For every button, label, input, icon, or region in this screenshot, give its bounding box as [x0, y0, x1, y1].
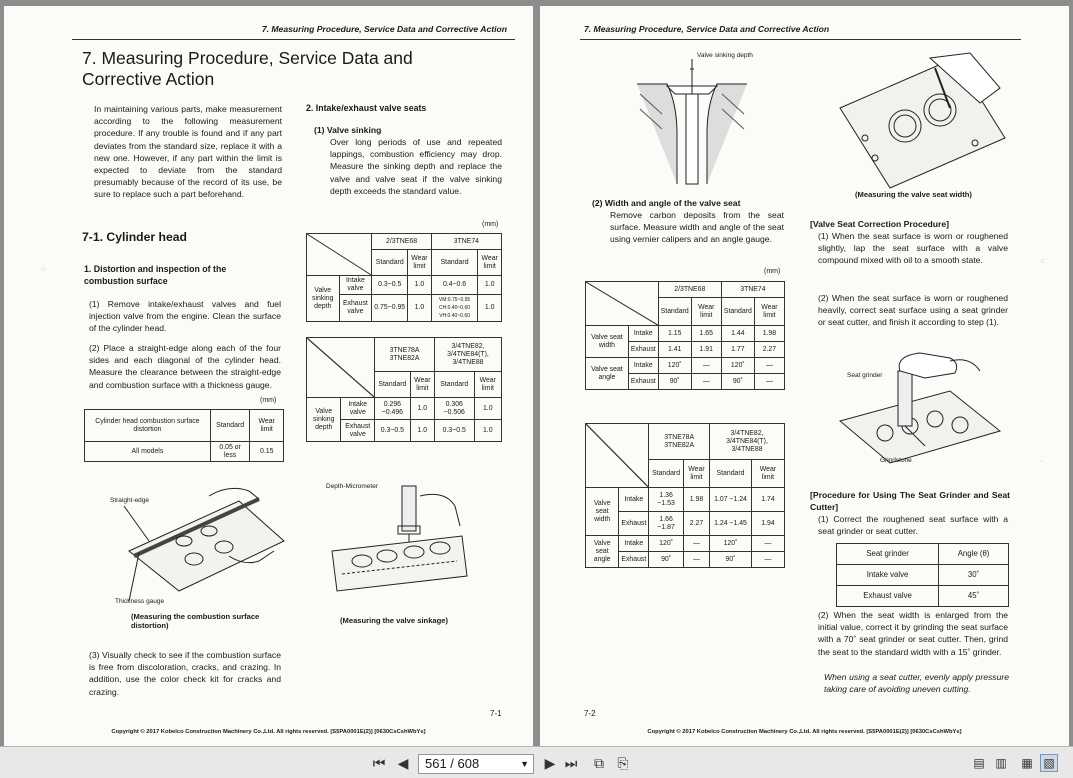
- table-cell: 1.07 ~1.24: [710, 488, 752, 512]
- table-header: Standard: [431, 250, 478, 276]
- table-header: Angle (θ): [939, 544, 1009, 565]
- table-cell: 1.98: [683, 488, 709, 512]
- correction-procedure-heading: [Valve Seat Correction Procedure]: [810, 219, 949, 229]
- table-header: Standard: [375, 372, 411, 398]
- table-row-group: Valve seat angle: [586, 536, 619, 568]
- table-cell: 1.0: [478, 276, 502, 295]
- chevron-down-icon[interactable]: ▼: [520, 759, 529, 769]
- table-header: 3/4TNE82, 3/4TNE84(T), 3/4TNE88: [434, 338, 501, 372]
- valve-sinking-heading: (1) Valve sinking: [314, 125, 382, 135]
- label-grindstone: Grindstone: [880, 457, 912, 464]
- table-cell: 1.66 ~1.87: [649, 512, 684, 536]
- table-cell: 2.27: [754, 342, 784, 358]
- table-cell: —: [683, 536, 709, 552]
- table-row-group: Valve seat width: [586, 326, 629, 358]
- table-header: 3TNE78A 3TNE82A: [649, 424, 710, 460]
- table-cell: Intake valve: [339, 276, 372, 295]
- table-header: 3TNE78A 3TNE82A: [375, 338, 435, 372]
- table-cell: Exhaust: [628, 342, 658, 358]
- table-cell: 0.3~0.5: [375, 420, 411, 442]
- subsection-valve-seats: 2. Intake/exhaust valve seats: [306, 103, 427, 113]
- table-header: 2/3TNE68: [372, 234, 431, 250]
- table-cell: 0.3~0.5: [434, 420, 474, 442]
- scan-mark: ·: [1040, 458, 1043, 465]
- table-cell: 0.296 ~0.496: [375, 398, 411, 420]
- chapter-title: 7. Measuring Procedure, Service Data and Corrective Action: [82, 48, 413, 89]
- sinking-table-2: [306, 337, 502, 442]
- prev-page-icon[interactable]: ◀: [397, 754, 409, 771]
- step-3-text: (3) Visually check to see if the combustion surface is free from discoloration, cracks, and crazing. In addition, use the color check kit for cracks and crazing.: [89, 650, 281, 697]
- table-cell: 1.15: [658, 326, 691, 342]
- table-header: Standard: [434, 372, 474, 398]
- cutter-note: When using a seat cutter, evenly apply pressure taking care of avoiding uneven cutting.: [824, 672, 1009, 695]
- table-header: Standard: [210, 410, 250, 442]
- page-indicator: 561 / 608: [425, 756, 480, 771]
- step-2-text: (2) Place a straight-edge along each of the four sides and each diagonal of the cylinder head. Measure the clearance between the straight-edge and combustion surface with a thickness gauge.: [89, 343, 281, 390]
- table-cell: Intake: [619, 536, 649, 552]
- page-number: 7-2: [584, 709, 596, 718]
- table-cell: Intake valve: [341, 398, 375, 420]
- table-cell: 2.27: [683, 512, 709, 536]
- width-angle-heading: (2) Width and angle of the valve seat: [592, 198, 741, 208]
- table-row-group: Valve seat width: [586, 488, 619, 536]
- figure-caption-sinkage: (Measuring the valve sinkage): [340, 616, 449, 625]
- next-page-icon[interactable]: ▶: [544, 754, 556, 771]
- table-cell: 1.44: [721, 326, 754, 342]
- table-cell: 0.15: [250, 442, 284, 462]
- distortion-table: [84, 409, 284, 462]
- continuous-icon[interactable]: ▥: [995, 756, 1007, 770]
- table-corner: [586, 282, 659, 326]
- label-thickness-gauge: Thickness gauge: [115, 598, 165, 605]
- viewer-toolbar: [0, 746, 1073, 778]
- table-header: 3TNE74: [431, 234, 501, 250]
- width-angle-text: Remove carbon deposits from the seat surface. Measure width and angle of the seat using vernier calipers and an angle gauge.: [610, 210, 784, 245]
- table-cell: 120˚: [721, 358, 754, 374]
- table-cell: Intake valve: [837, 565, 939, 586]
- table-cell: —: [751, 552, 784, 568]
- table-cell: 1.91: [691, 342, 721, 358]
- table-header: Wear limit: [410, 372, 434, 398]
- header-rule: [580, 39, 1021, 40]
- table-cell: 1.0: [474, 420, 501, 442]
- table-corner: [307, 234, 372, 276]
- table-cell: 90˚: [658, 374, 691, 390]
- page-number-input[interactable]: [418, 754, 534, 774]
- table-cell: 1.0: [410, 398, 434, 420]
- table-cell: 0.3~0.5: [372, 276, 408, 295]
- table-cell: 1.36 ~1.53: [649, 488, 684, 512]
- unit-label: (mm): [260, 397, 277, 404]
- table-header: Wear limit: [474, 372, 501, 398]
- figure-caption-distortion: (Measuring the combustion surface distortion): [131, 612, 260, 630]
- table-cell: 120˚: [710, 536, 752, 552]
- table-cell: Exhaust valve: [837, 586, 939, 607]
- table-cell: —: [691, 358, 721, 374]
- table-cell: 1.24 ~1.45: [710, 512, 752, 536]
- table-header: 3/4TNE82, 3/4TNE84(T), 3/4TNE88: [710, 424, 785, 460]
- table-header: Cylinder head combustion surface distortion: [85, 410, 211, 442]
- header-rule: [72, 39, 515, 40]
- table-header: Standard: [649, 460, 684, 488]
- table-cell: 45˚: [939, 586, 1009, 607]
- grinder-procedure-heading: [Procedure for Using The Seat Grinder and Seat Cutter]: [810, 490, 1010, 513]
- fit-width-icon[interactable]: ⎘: [617, 754, 629, 771]
- label-seat-grinder: Seat grinder: [847, 372, 883, 379]
- seat-table-2: [585, 423, 785, 568]
- table-header: 3TNE74: [721, 282, 784, 298]
- unit-label: (mm): [482, 221, 499, 228]
- running-header: 7. Measuring Procedure, Service Data and Corrective Action: [261, 24, 507, 34]
- table-cell: Exhaust valve: [341, 420, 375, 442]
- table-cell: Intake: [619, 488, 649, 512]
- table-cell: 0.75~0.95: [372, 295, 408, 322]
- table-cell: Exhaust valve: [339, 295, 372, 322]
- table-cell: 1.65: [691, 326, 721, 342]
- table-cell: Exhaust: [628, 374, 658, 390]
- sinking-table-1: [306, 233, 502, 322]
- running-header: 7. Measuring Procedure, Service Data and Corrective Action: [584, 24, 830, 34]
- correction-step-2: (2) When the seat surface is worn or roughened heavily, correct seat surface using a seat grinder or seat cutter, and finish it according to step (1).: [818, 293, 1008, 328]
- depth-micrometer-figure: [322, 476, 472, 596]
- table-cell: 1.0: [408, 295, 432, 322]
- table-header: 2/3TNE68: [658, 282, 721, 298]
- table-cell: 1.0: [408, 276, 432, 295]
- intro-paragraph: In maintaining various parts, make measurement according to the following measurement procedure. If any trouble is found and if any part deviates from the standard size, replace it with a new one. However, if any part within the limit is expected to deviate from the standard presumably because of the record of its use, be sure to replace such a part beforehand.: [94, 104, 282, 200]
- table-cell: 1.77: [721, 342, 754, 358]
- step-1-text: (1) Remove intake/exhaust valves and fuel injection valve from the engine. Clean the surface of the cylinder head.: [89, 299, 281, 334]
- table-cell: 90˚: [721, 374, 754, 390]
- fit-page-icon[interactable]: ⧉: [594, 754, 604, 771]
- table-cell: 1.74: [751, 488, 784, 512]
- seat-grinder-figure: [830, 351, 1005, 466]
- first-page-icon[interactable]: ⏮: [372, 754, 386, 771]
- table-row-group: Valve sinking depth: [307, 398, 341, 442]
- table-cell: —: [754, 358, 784, 374]
- table-cell: 120˚: [658, 358, 691, 374]
- two-continuous-icon[interactable]: ▧: [1040, 754, 1058, 772]
- table-cell: Exhaust: [619, 512, 649, 536]
- table-header: Wear limit: [408, 250, 432, 276]
- table-header: Wear limit: [691, 298, 721, 326]
- valve-sinking-text: Over long periods of use and repeated lappings, combustion efficiency may drop. Measure the sinking depth and replace the valve and valve seat if the valve sinking depth exceeds the standard value.: [330, 137, 502, 196]
- label-straight-edge: Straight-edge: [110, 497, 150, 504]
- table-cell: All models: [85, 442, 211, 462]
- copyright-footer: Copyright © 2017 Kobelco Construction Machinery Co.,Ltd. All rights reserved. [S5PA0001E(2)] [0630CsCshWbYs]: [111, 729, 426, 735]
- label-depth-micrometer: Depth-Micrometer: [326, 483, 379, 490]
- page-7-2: [540, 6, 1069, 746]
- table-cell: 30˚: [939, 565, 1009, 586]
- table-cell: —: [754, 374, 784, 390]
- valve-sinking-figure: [632, 54, 752, 189]
- scan-mark: ·:·: [40, 266, 47, 273]
- table-header: Wear limit: [250, 410, 284, 442]
- section-7-1-heading: 7-1. Cylinder head: [82, 230, 187, 244]
- table-header: Wear limit: [754, 298, 784, 326]
- label-valve-sinking-depth: Valve sinking depth: [697, 52, 753, 59]
- table-cell: VM:0.75~0.95 CH:0.40~0.60 VH:0.40~0.60: [431, 295, 478, 322]
- table-cell: 1.41: [658, 342, 691, 358]
- table-header: Standard: [710, 460, 752, 488]
- table-cell: Intake: [628, 326, 658, 342]
- table-header: Wear limit: [478, 250, 502, 276]
- table-cell: 1.0: [410, 420, 434, 442]
- table-cell: 0.4~0.6: [431, 276, 478, 295]
- table-cell: Intake: [628, 358, 658, 374]
- page-7-1: [4, 6, 533, 746]
- page-number: 7-1: [490, 709, 502, 718]
- table-cell: Exhaust: [619, 552, 649, 568]
- table-header: Seat grinder: [837, 544, 939, 565]
- scan-mark: ·:: [1040, 258, 1045, 265]
- table-corner: [307, 338, 375, 398]
- grinder-angle-table: [836, 543, 1009, 607]
- correction-step-1: (1) When the seat surface is worn or roughened slightly, lap the seat surface with a valve compound mixed with oil to a smooth state.: [818, 231, 1008, 266]
- table-header: Standard: [372, 250, 408, 276]
- seat-table-1: [585, 281, 785, 390]
- subsection-distortion: 1. Distortion and inspection of the combustion surface: [84, 264, 227, 286]
- table-cell: 90˚: [649, 552, 684, 568]
- table-header: Wear limit: [683, 460, 709, 488]
- table-cell: 1.0: [474, 398, 501, 420]
- table-cell: —: [751, 536, 784, 552]
- table-cell: 1.0: [478, 295, 502, 322]
- unit-label: (mm): [764, 268, 781, 275]
- table-corner: [586, 424, 649, 488]
- two-page-icon[interactable]: ▦: [1021, 756, 1033, 770]
- copyright-footer: Copyright © 2017 Kobelco Construction Machinery Co.,Ltd. All rights reserved. [S5PA0001E(2)] [0630CsCshWbYs]: [647, 729, 962, 735]
- table-cell: 0.306 ~0.506: [434, 398, 474, 420]
- grinder-step-2: (2) When the seat width is enlarged from the initial value, correct it by grinding the seat surface with a 70˚ seat grinder or seat cutter. Then, grind the seat to the standard width with a 15˚ grinder.: [818, 610, 1008, 657]
- figure-caption-seat-width: (Measuring the valve seat width): [855, 190, 972, 199]
- table-header: Wear limit: [751, 460, 784, 488]
- table-row-group: Valve seat angle: [586, 358, 629, 390]
- table-cell: —: [691, 374, 721, 390]
- table-header: Standard: [721, 298, 754, 326]
- seat-width-figure: [835, 48, 1010, 193]
- table-row-group: Valve sinking depth: [307, 276, 340, 322]
- table-cell: —: [683, 552, 709, 568]
- table-cell: 1.98: [754, 326, 784, 342]
- last-page-icon[interactable]: ⏭: [564, 754, 578, 771]
- table-cell: 90˚: [710, 552, 752, 568]
- table-cell: 0.05 or less: [210, 442, 250, 462]
- grinder-step-1: (1) Correct the roughened seat surface with a seat grinder or seat cutter.: [818, 514, 1008, 537]
- table-cell: 120˚: [649, 536, 684, 552]
- table-header: Standard: [658, 298, 691, 326]
- table-cell: 1.94: [751, 512, 784, 536]
- single-page-icon[interactable]: ▤: [973, 756, 985, 770]
